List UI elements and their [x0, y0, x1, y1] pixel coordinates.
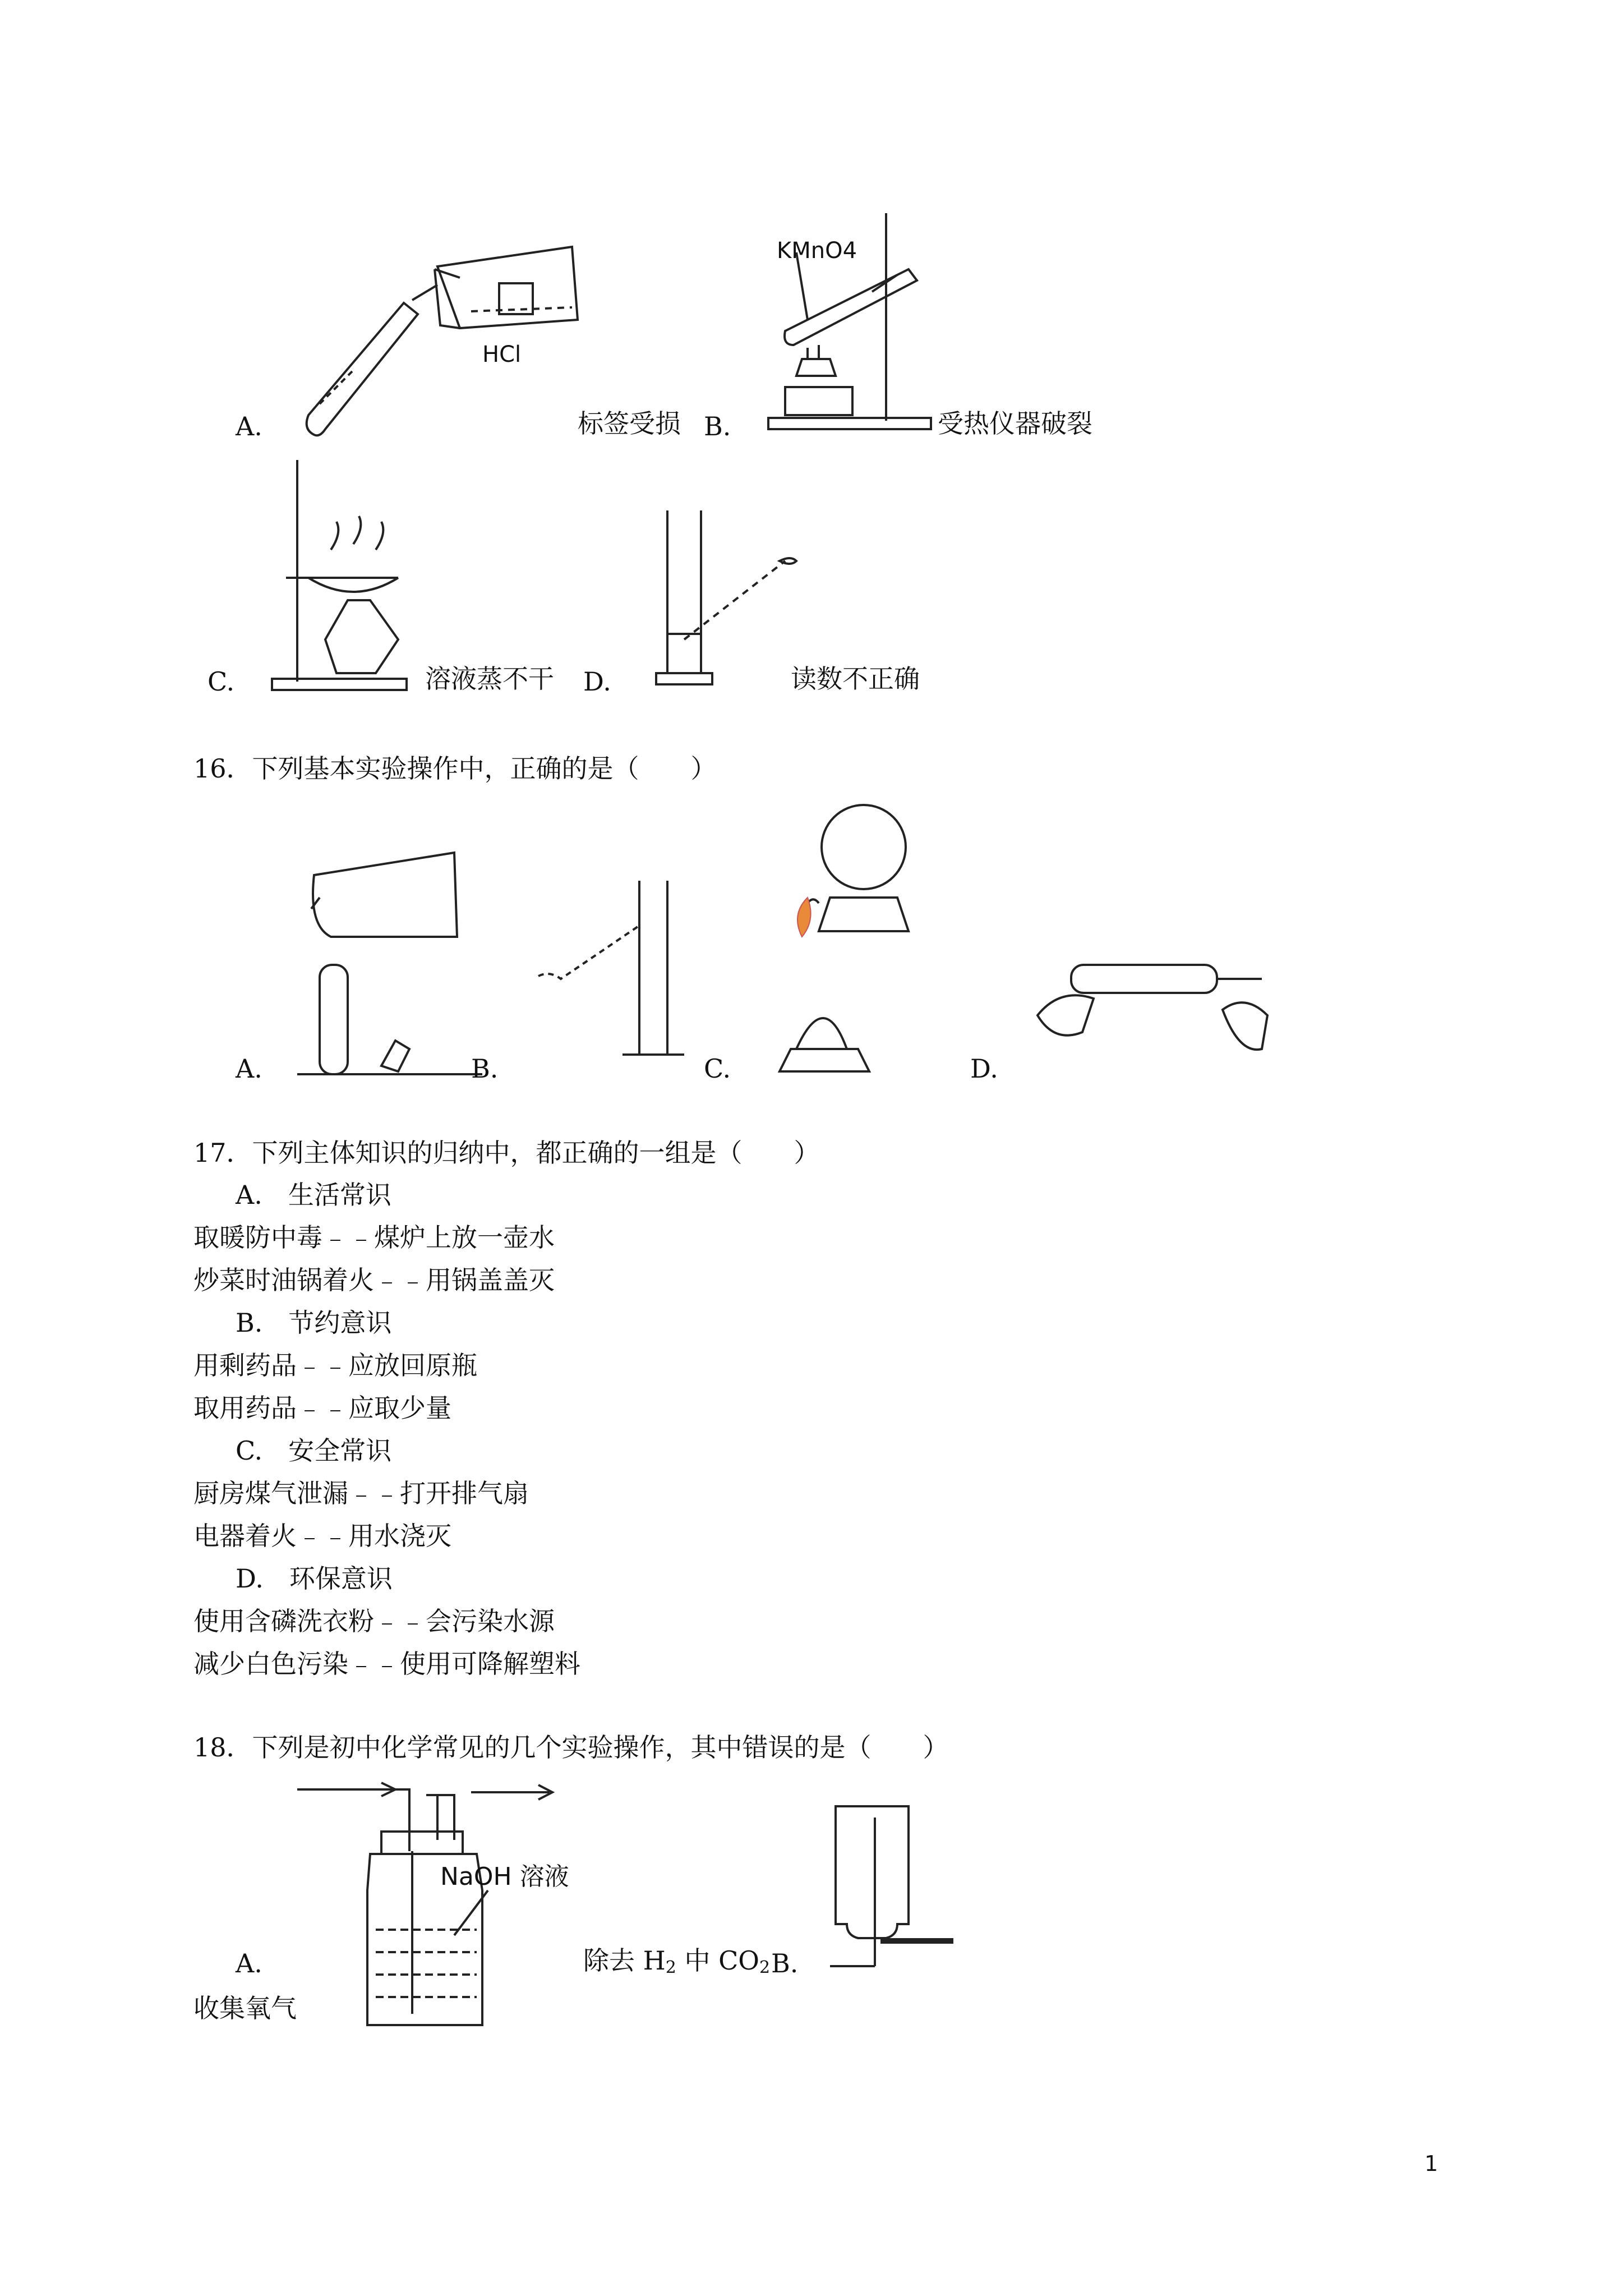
pouring-reagent-figure	[292, 236, 583, 443]
q18-option-b-letter: B.	[771, 1948, 799, 1978]
q15-option-d-letter: D.	[583, 666, 611, 697]
q15-option-b-caption: 受热仪器破裂	[938, 408, 1092, 439]
q17-heading-a: A. 生活常识	[236, 1180, 391, 1210]
q15-option-c-letter: C.	[208, 666, 235, 697]
gas-washing-bottle-figure	[297, 1778, 600, 2031]
q15-option-d-caption: 读数不正确	[791, 664, 920, 694]
q16-option-d: D.	[970, 1053, 998, 1084]
q17-stem: 17．下列主体知识的归纳中，都正确的一组是（ ）	[193, 1138, 820, 1168]
q16-stem: 16．下列基本实验操作中，正确的是（ ）	[193, 753, 717, 784]
q17-heading-c: C. 安全常识	[236, 1435, 392, 1466]
q18-stem: 18．下列是初中化学常见的几个实验操作，其中错误的是（ ）	[193, 1732, 949, 1763]
q17-line: 取暖防中毒﹣﹣煤炉上放一壶水	[193, 1222, 555, 1253]
q17-line: 用剩药品﹣﹣应放回原瓶	[193, 1350, 477, 1381]
q17-line: 炒菜时油锅着火﹣﹣用锅盖盖灭	[193, 1265, 555, 1295]
q16-pouring-figure	[297, 841, 505, 1088]
q17-line: 取用药品﹣﹣应取少量	[193, 1393, 451, 1423]
q16-blowing-lamp-figure	[757, 785, 959, 1088]
q17-line: 使用含磷洗衣粉﹣﹣会污染水源	[193, 1606, 555, 1636]
q16-shaking-tube-figure	[1026, 898, 1279, 1083]
q17-heading-b: B. 节约意识	[236, 1308, 392, 1338]
q17-line: 减少白色污染﹣﹣使用可降解塑料	[193, 1649, 580, 1679]
naoh-label: NaOH 溶液	[440, 1862, 569, 1891]
q16-option-a: A.	[236, 1053, 262, 1084]
q17-line: 电器着火﹣﹣用水浇灭	[193, 1521, 451, 1551]
q18-option-a-caption: 除去 $H_2$ 中 $CO_2$	[583, 1945, 771, 1977]
q17-line: 厨房煤气泄漏﹣﹣打开排气扇	[193, 1478, 529, 1508]
q17-heading-d: D. 环保意识	[236, 1563, 393, 1594]
q15-option-a-letter: A.	[236, 411, 262, 441]
gas-collection-figure	[824, 1795, 953, 1980]
q15-option-a-caption: 标签受损	[578, 408, 681, 439]
q16-option-b: B.	[471, 1053, 499, 1084]
hcl-label: HCl	[482, 342, 522, 367]
q18-option-b-caption: 收集氧气	[193, 1993, 297, 2023]
q15-option-b-letter: B.	[704, 411, 731, 441]
q18-option-a-letter: A.	[236, 1948, 262, 1978]
kmno4-label: KMnO4	[777, 238, 857, 264]
q16-cylinder-figure	[527, 875, 695, 1083]
cylinder-reading-figure	[645, 505, 802, 696]
heating-kmno4-figure	[751, 208, 942, 443]
evaporation-figure	[264, 460, 443, 696]
q16-option-c: C.	[704, 1053, 731, 1084]
q15-option-c-caption: 溶液蒸不干	[425, 664, 554, 694]
page-number: 1	[1424, 2151, 1438, 2176]
